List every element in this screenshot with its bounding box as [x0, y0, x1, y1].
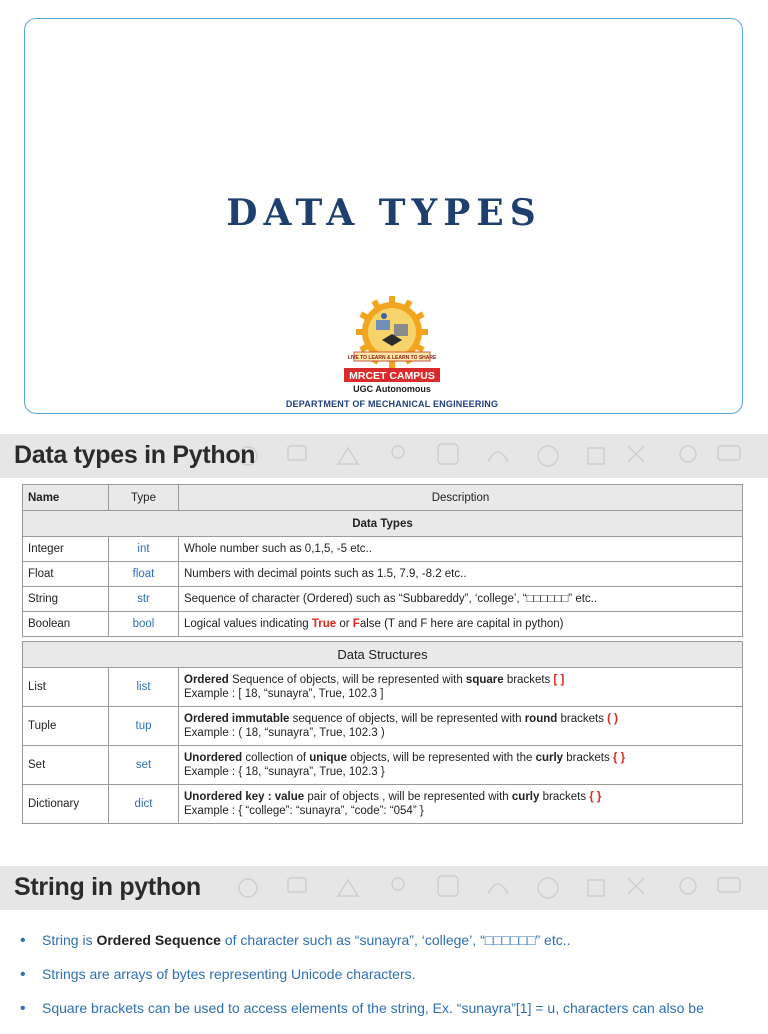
- row-type: float: [109, 562, 179, 587]
- bracket-symbol: [ ]: [553, 674, 565, 686]
- desc-text: brackets: [539, 791, 590, 803]
- row-type: list: [109, 668, 179, 707]
- row-name: Dictionary: [23, 785, 109, 824]
- bullet-list: [20, 932, 756, 1034]
- desc-bold: square: [465, 674, 504, 686]
- bracket-symbol: { }: [589, 791, 602, 803]
- desc-bold: Unordered key : value: [184, 791, 305, 803]
- desc-text: brackets: [503, 674, 554, 686]
- table-header-row: [23, 485, 743, 511]
- header-type: Type: [109, 485, 179, 511]
- desc-text: pair of objects , will be represented with: [304, 791, 512, 803]
- desc-text: or: [336, 618, 353, 630]
- data-types-slide: [0, 428, 768, 848]
- desc-text: objects, will be represented with the: [346, 752, 536, 764]
- logo-ribbon-text: LIVE TO LEARN & LEARN TO SHARE: [347, 355, 437, 361]
- list-item: [20, 932, 756, 949]
- row-type: bool: [109, 612, 179, 637]
- bracket-symbol: ( ): [607, 713, 618, 725]
- data-types-table: [22, 484, 743, 824]
- row-description: [179, 746, 743, 785]
- row-type: str: [109, 587, 179, 612]
- desc-bold: curly: [535, 752, 564, 764]
- title-slide: [0, 0, 768, 428]
- bracket-symbol: { }: [612, 752, 626, 764]
- bullet-dot-icon: •: [20, 966, 26, 983]
- table-row: [23, 537, 743, 562]
- true-keyword: True: [311, 618, 337, 630]
- bullet-dot-icon: •: [20, 1000, 26, 1017]
- list-item: [20, 1000, 756, 1017]
- desc-text: sequence of objects, will be represented with: [289, 713, 525, 725]
- bullet-text: of character such as “sunayra”, ‘college’, “□□□□□□” etc..: [220, 932, 571, 948]
- logo-subtitle: UGC Autonomous: [353, 384, 431, 394]
- desc-text: brackets: [557, 713, 608, 725]
- desc-text: brackets: [563, 752, 613, 764]
- row-name: String: [23, 587, 109, 612]
- section-title: Data types in Python: [14, 441, 256, 469]
- list-item: [20, 966, 756, 983]
- college-logo-icon: [336, 296, 448, 396]
- bullet-text: String is: [42, 932, 97, 948]
- desc-text: Sequence of objects, will be represented with: [228, 674, 466, 686]
- row-type: set: [109, 746, 179, 785]
- section-header-band: [0, 434, 768, 478]
- row-name: Tuple: [23, 707, 109, 746]
- false-initial: F: [352, 618, 360, 630]
- row-description: [179, 668, 743, 707]
- bullet-dot-icon: •: [20, 932, 26, 949]
- row-description: Whole number such as 0,1,5, -5 etc..: [179, 537, 743, 562]
- row-name: Boolean: [23, 612, 109, 637]
- bullet-strong: Ordered Sequence: [96, 932, 221, 948]
- section-header-band: [0, 866, 768, 910]
- desc-bold: Ordered: [184, 674, 229, 686]
- row-name: List: [23, 668, 109, 707]
- table-row: [23, 785, 743, 824]
- example-text: Example : { 18, “sunayra”, True, 102.3 }: [184, 766, 385, 778]
- bullet-text: Strings are arrays of bytes representing Unicode characters.: [42, 966, 416, 982]
- table-row: [23, 668, 743, 707]
- desc-bold: Ordered immutable: [184, 713, 290, 725]
- doodle-pattern-icon: [208, 866, 768, 910]
- desc-text: Logical values indicating: [184, 618, 312, 630]
- row-description: [179, 612, 743, 637]
- desc-bold: Unordered: [184, 752, 243, 764]
- example-text: Example : ( 18, “sunayra”, True, 102.3 ): [184, 727, 385, 739]
- example-text: Example : { “college”: “sunayra”, “code”: “054” }: [184, 805, 424, 817]
- header-description: Description: [179, 485, 743, 511]
- department-label: DEPARTMENT OF MECHANICAL ENGINEERING: [285, 399, 499, 409]
- section-title: String in python: [14, 873, 201, 901]
- row-description: [179, 785, 743, 824]
- logo-badge-text: MRCET CAMPUS: [349, 370, 435, 382]
- table-row: [23, 746, 743, 785]
- string-slide: [0, 848, 768, 1024]
- desc-text: collection of: [242, 752, 310, 764]
- row-name: Integer: [23, 537, 109, 562]
- desc-bold: round: [524, 713, 558, 725]
- section-label: Data Types: [23, 511, 743, 537]
- row-description: Numbers with decimal points such as 1.5, 7.9, -8.2 etc..: [179, 562, 743, 587]
- section-row-data-types: [23, 511, 743, 537]
- row-name: Set: [23, 746, 109, 785]
- table-row: [23, 707, 743, 746]
- row-type: int: [109, 537, 179, 562]
- table-row: [23, 562, 743, 587]
- example-text: Example : [ 18, “sunayra”, True, 102.3 ]: [184, 688, 384, 700]
- slide-title: DATA TYPES: [226, 192, 542, 234]
- row-type: tup: [109, 707, 179, 746]
- row-type: dict: [109, 785, 179, 824]
- row-name: Float: [23, 562, 109, 587]
- section-label: Data Structures: [23, 642, 743, 668]
- row-description: [179, 707, 743, 746]
- desc-bold: unique: [309, 752, 347, 764]
- header-name: Name: [23, 485, 109, 511]
- section-row-data-structures: [23, 642, 743, 668]
- table-row: [23, 612, 743, 637]
- desc-bold: curly: [511, 791, 540, 803]
- doodle-pattern-icon: [208, 434, 768, 478]
- desc-text: alse (T and F here are capital in python): [359, 618, 564, 630]
- table-row: [23, 587, 743, 612]
- bullet-text: Square brackets can be used to access elements of the string, Ex. “sunayra”[1] = u, characters can also be: [42, 1000, 704, 1016]
- row-description: Sequence of character (Ordered) such as “Subbareddy”, ‘college’, “□□□□□□” etc..: [179, 587, 743, 612]
